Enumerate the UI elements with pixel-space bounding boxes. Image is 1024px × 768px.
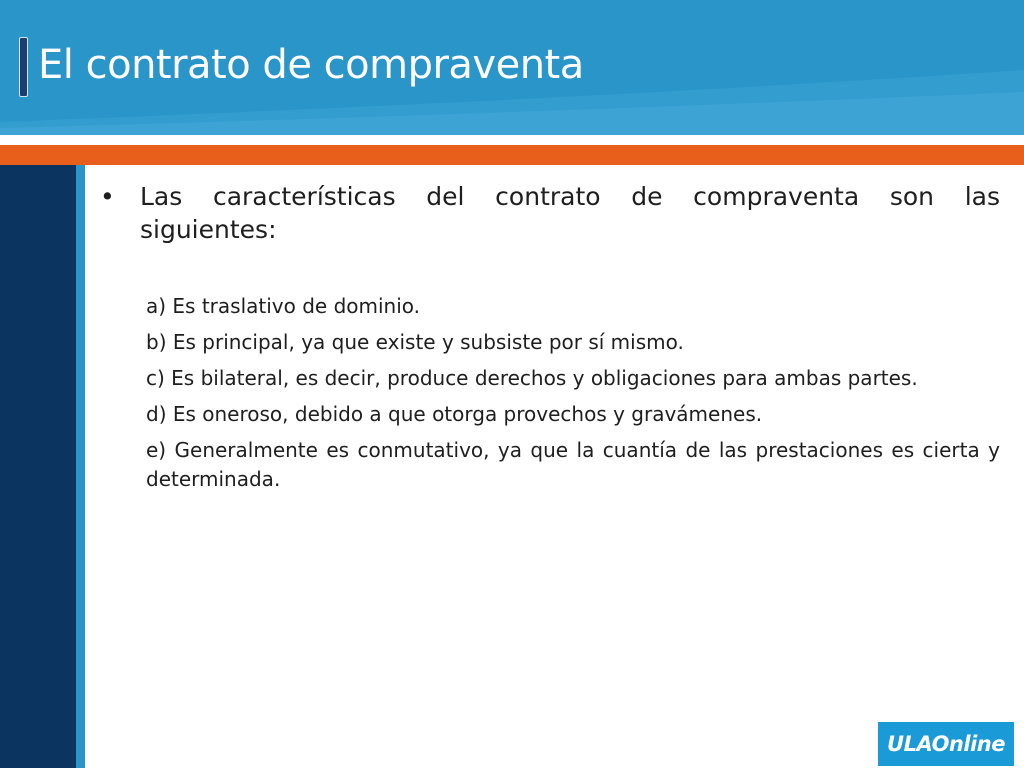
characteristics-list bbox=[100, 292, 1000, 494]
orange-accent-bar bbox=[0, 145, 1024, 165]
bullet-icon: • bbox=[100, 182, 115, 211]
bullet-text: Las características del contrato de compraventa son las siguientes: bbox=[140, 182, 1000, 244]
list-item: d) Es oneroso, debido a que otorga provechos y gravámenes. bbox=[146, 402, 763, 426]
list-item: b) Es principal, ya que existe y subsiste por sí mismo. bbox=[146, 330, 684, 354]
ula-online-logo bbox=[876, 720, 1016, 768]
slide-body bbox=[100, 180, 1000, 494]
left-sidebar-stripe bbox=[76, 165, 85, 768]
list-item: a) Es traslativo de dominio. bbox=[146, 294, 421, 318]
list-item: e) Generalmente es conmutativo, ya que la cuantía de las prestaciones es cierta y determinada. bbox=[146, 438, 1000, 491]
slide-header bbox=[0, 0, 1024, 135]
header-separator bbox=[0, 135, 1024, 145]
bullet-item bbox=[100, 180, 1000, 246]
list-item: c) Es bilateral, es decir, produce derechos y obligaciones para ambas partes. bbox=[146, 366, 918, 390]
left-sidebar-band bbox=[0, 165, 76, 768]
slide-title: El contrato de compraventa bbox=[38, 42, 584, 88]
title-accent-bar bbox=[19, 37, 28, 97]
logo-text: ULAOnline bbox=[878, 722, 1014, 766]
